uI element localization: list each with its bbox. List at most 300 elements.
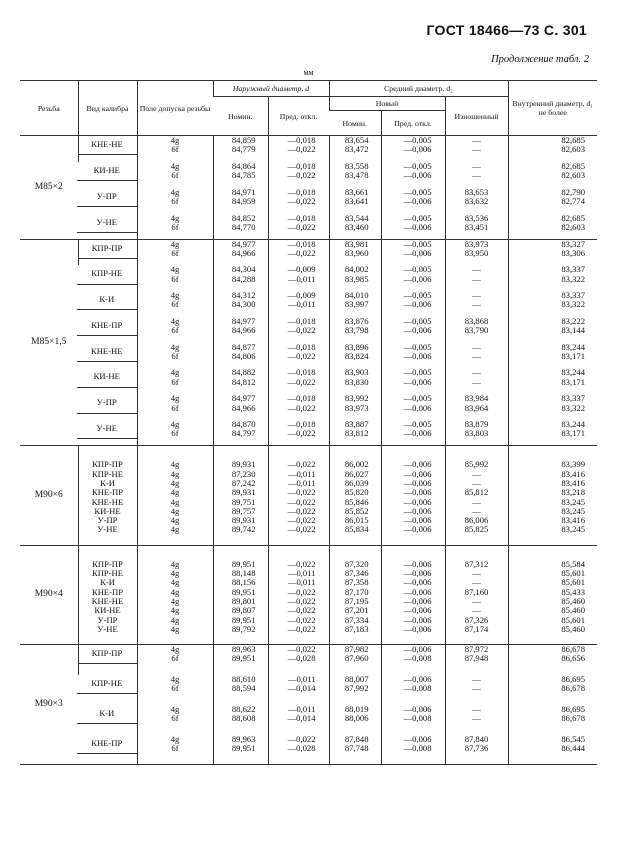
pitch-deviation-value: —0,005 (403, 186, 432, 197)
gauge-type-label: У-НЕ (77, 214, 137, 233)
inner-diameter-value: 82,603 (561, 169, 586, 180)
pitch-diameter-value-cell (329, 394, 381, 420)
gauge-type-cell (78, 240, 137, 266)
pitch-deviation-value: —0,005 (403, 290, 432, 301)
outer-diameter-value: 89,963 (231, 733, 256, 744)
pitch-deviation-value-cell (381, 265, 445, 291)
inner-diameter-value: 86,695 (561, 673, 586, 684)
outer-diameter-value: 84,779 (231, 144, 256, 155)
pitch-diameter-value: 83,896 (344, 341, 369, 352)
inner-diameter-value: 83,327 (561, 239, 586, 249)
outer-deviation-value: —0,018 (287, 393, 316, 404)
worn-diameter-value: 85,992 (464, 459, 489, 470)
outer-diameter-value: 84,966 (231, 248, 256, 259)
tolerance-grade-cell (137, 291, 213, 317)
worn-diameter-value: — (472, 682, 481, 693)
thread-size: М90×3 (20, 645, 78, 765)
tolerance-grade: 4g (170, 496, 180, 507)
outer-diameter-value: 84,806 (231, 350, 256, 361)
unit-label: мм (303, 68, 314, 77)
table-row (20, 420, 597, 446)
pitch-deviation-value: —0,006 (403, 248, 432, 259)
pitch-deviation-value: —0,005 (403, 135, 432, 145)
pitch-deviation-value: —0,006 (403, 558, 432, 569)
outer-deviation-value: —0,011 (287, 273, 316, 284)
inner-diameter-value: 83,322 (561, 402, 586, 413)
pitch-diameter-value-cell (329, 545, 381, 644)
inner-diameter-value: 83,245 (561, 524, 586, 535)
outer-diameter-value: 84,797 (231, 428, 256, 439)
outer-diameter-value-cell (213, 240, 268, 266)
gauge-type-label: КПР-НЕ (77, 675, 137, 694)
outer-diameter-value: 89,807 (231, 605, 256, 616)
outer-diameter-value-cell (213, 446, 268, 545)
outer-deviation-value: —0,018 (287, 212, 316, 223)
inner-diameter-value-cell (508, 214, 597, 240)
pitch-deviation-value: —0,006 (403, 169, 432, 180)
gauge-type-cell (78, 291, 137, 317)
outer-deviation-value: —0,022 (287, 623, 316, 634)
pitch-deviation-value: —0,005 (403, 315, 432, 326)
tolerance-grade: 6f (171, 325, 179, 336)
outer-diameter-value: 84,977 (231, 315, 256, 326)
gauge-type-cell (78, 162, 137, 188)
outer-deviation-value-cell (268, 545, 329, 644)
gauge-type-label-cell (78, 446, 137, 545)
pitch-deviation-value: —0,006 (403, 605, 432, 616)
worn-diameter-value: — (472, 144, 481, 155)
outer-deviation-value: —0,022 (287, 169, 316, 180)
worn-diameter-value: 83,964 (464, 402, 489, 413)
pitch-diameter-value: 83,558 (344, 160, 369, 171)
tolerance-grade: 4g (170, 212, 180, 223)
tolerance-grade: 4g (170, 186, 180, 197)
pitch-deviation-value: —0,006 (403, 459, 432, 470)
pitch-deviation-value: —0,006 (403, 402, 432, 413)
inner-diameter-value: 83,416 (561, 468, 586, 479)
gauge-type-label: КПР-ПР (78, 645, 137, 664)
pitch-deviation-value: —0,006 (403, 299, 432, 310)
worn-diameter-value: 85,812 (464, 487, 489, 498)
tolerance-grade-cell (137, 420, 213, 446)
worn-diameter-value: 83,984 (464, 393, 489, 404)
tolerance-grade: 4g (170, 468, 180, 479)
worn-diameter-value: 83,790 (464, 325, 489, 336)
outer-deviation-value: —0,018 (287, 419, 316, 430)
header-worn: Изношенный (445, 97, 508, 136)
worn-diameter-value: 87,972 (464, 644, 489, 655)
outer-diameter-value-cell (213, 545, 268, 644)
thread-size: М90×6 (20, 446, 78, 545)
gauge-type-cell (78, 645, 137, 675)
table-row (20, 446, 597, 545)
outer-diameter-value: 84,304 (231, 264, 256, 275)
inner-diameter-value: 83,222 (561, 315, 586, 326)
outer-deviation-value: —0,028 (287, 653, 316, 664)
tolerance-grade: 4g (170, 614, 180, 625)
outer-deviation-value: —0,022 (287, 558, 316, 569)
outer-diameter-value: 88,148 (231, 568, 256, 579)
pitch-deviation-value-cell (381, 162, 445, 188)
inner-diameter-value-cell (508, 446, 597, 545)
inner-diameter-value: 83,399 (561, 459, 586, 470)
pitch-deviation-value-cell (381, 368, 445, 394)
pitch-deviation-value: —0,006 (403, 614, 432, 625)
outer-deviation-value: —0,022 (287, 605, 316, 616)
pitch-diameter-value: 85,834 (344, 524, 369, 535)
pitch-deviation-value: —0,006 (403, 195, 432, 206)
pitch-diameter-value-cell (329, 343, 381, 369)
inner-diameter-value: 83,244 (561, 341, 586, 352)
tolerance-grade-cell (137, 136, 213, 162)
pitch-diameter-value-cell (329, 645, 381, 675)
outer-deviation-value: —0,011 (287, 468, 316, 479)
tolerance-grade: 4g (170, 586, 180, 597)
worn-diameter-value-cell (445, 735, 508, 765)
tolerance-grade-cell (137, 188, 213, 214)
outer-deviation-value: —0,022 (287, 350, 316, 361)
outer-deviation-value: —0,009 (287, 264, 316, 275)
pitch-diameter-value: 83,812 (344, 428, 369, 439)
outer-deviation-value-cell (268, 343, 329, 369)
tolerance-grade: 6f (171, 742, 179, 753)
tolerance-grade: 4g (170, 135, 180, 145)
tolerance-grade-cell (137, 317, 213, 343)
outer-diameter-value-cell (213, 214, 268, 240)
worn-diameter-value-cell (445, 240, 508, 266)
worn-diameter-value: 83,973 (464, 239, 489, 249)
pitch-deviation-value-cell (381, 240, 445, 266)
inner-diameter-value-cell (508, 265, 597, 291)
pitch-diameter-value: 83,544 (344, 212, 369, 223)
pitch-deviation-value: —0,005 (403, 393, 432, 404)
outer-diameter-value: 88,610 (231, 673, 256, 684)
outer-deviation-value-cell (268, 188, 329, 214)
worn-diameter-value: — (472, 160, 481, 171)
gauge-type-label: КПР-ПР (92, 558, 123, 569)
inner-diameter-value: 85,601 (561, 577, 586, 588)
gauge-type-cell (78, 705, 137, 735)
worn-diameter-value: — (472, 595, 481, 606)
pitch-deviation-value-cell (381, 188, 445, 214)
inner-diameter-value: 86,545 (561, 733, 586, 744)
gauge-type-label: КПР-НЕ (91, 468, 124, 479)
outer-diameter-value: 84,966 (231, 402, 256, 413)
gauge-type-cell (78, 188, 137, 214)
tolerance-grade: 4g (170, 524, 180, 535)
pitch-diameter-value-cell (329, 735, 381, 765)
outer-deviation-value: —0,014 (287, 712, 316, 723)
worn-diameter-value-cell (445, 545, 508, 644)
tolerance-grade: 4g (170, 239, 180, 249)
pitch-diameter-value: 85,820 (344, 487, 369, 498)
header-nominal-2: Номин. (329, 111, 381, 136)
tolerance-grade-cell (137, 240, 213, 266)
tolerance-grade: 4g (170, 733, 180, 744)
gauge-type-label: КПР-ПР (78, 240, 137, 259)
inner-diameter-value: 83,144 (561, 325, 586, 336)
inner-diameter-value-cell (508, 317, 597, 343)
tolerance-grade-cell (137, 735, 213, 765)
worn-diameter-value: — (472, 299, 481, 310)
pitch-deviation-value: —0,006 (403, 496, 432, 507)
outer-deviation-value: —0,022 (287, 595, 316, 606)
tolerance-grade: 4g (170, 477, 180, 488)
header-limit-dev-2: Пред. откл. (381, 111, 445, 136)
outer-diameter-value: 89,742 (231, 524, 256, 535)
tolerance-grade-cell (137, 265, 213, 291)
pitch-diameter-value-cell (329, 675, 381, 705)
worn-diameter-value: 83,632 (464, 195, 489, 206)
pitch-diameter-value: 83,798 (344, 325, 369, 336)
outer-diameter-value-cell (213, 420, 268, 446)
pitch-diameter-value: 83,472 (344, 144, 369, 155)
outer-deviation-value: —0,011 (287, 703, 316, 714)
tolerance-grade: 6f (171, 221, 179, 232)
outer-deviation-value-cell (268, 675, 329, 705)
outer-deviation-value: —0,014 (287, 682, 316, 693)
gauge-type-label: У-ПР (77, 394, 137, 413)
pitch-diameter-value: 86,027 (344, 468, 369, 479)
outer-deviation-value: —0,022 (287, 496, 316, 507)
pitch-deviation-value-cell (381, 394, 445, 420)
pitch-deviation-value: —0,006 (403, 524, 432, 535)
tolerance-grade: 4g (170, 264, 180, 275)
worn-diameter-value: 83,868 (464, 315, 489, 326)
worn-diameter-value-cell (445, 705, 508, 735)
outer-deviation-value-cell (268, 394, 329, 420)
pitch-deviation-value: —0,005 (403, 160, 432, 171)
pitch-diameter-value: 87,320 (344, 558, 369, 569)
tolerance-grade-cell (137, 675, 213, 705)
pitch-deviation-value-cell (381, 343, 445, 369)
tolerance-grade-cell (137, 545, 213, 644)
outer-deviation-value-cell (268, 214, 329, 240)
inner-diameter-value: 83,322 (561, 273, 586, 284)
inner-diameter-value: 83,244 (561, 367, 586, 378)
pitch-diameter-value: 84,010 (344, 290, 369, 301)
pitch-diameter-value: 84,002 (344, 264, 369, 275)
gauge-type-label: КИ-НЕ (77, 162, 137, 181)
outer-diameter-value: 84,977 (231, 393, 256, 404)
tolerance-grade: 4g (170, 505, 180, 516)
pitch-diameter-value: 83,981 (344, 239, 369, 249)
tolerance-grade: 4g (170, 673, 180, 684)
pitch-diameter-value: 85,846 (344, 496, 369, 507)
table-row (20, 136, 597, 162)
header-outer-diameter: Наружный диаметр, d (213, 81, 329, 97)
worn-diameter-value: 83,879 (464, 419, 489, 430)
inner-diameter-value-cell (508, 188, 597, 214)
pitch-diameter-value-cell (329, 705, 381, 735)
worn-diameter-value: — (472, 712, 481, 723)
outer-deviation-value: —0,022 (287, 487, 316, 498)
inner-diameter-value: 82,685 (561, 212, 586, 223)
pitch-deviation-value: —0,006 (403, 568, 432, 579)
outer-diameter-value: 89,931 (231, 459, 256, 470)
worn-diameter-value: 87,736 (464, 742, 489, 753)
pitch-diameter-value: 85,852 (344, 505, 369, 516)
tolerance-grade: 6f (171, 350, 179, 361)
gauge-type-label: КНЕ-НЕ (78, 136, 137, 155)
tolerance-grade: 6f (171, 376, 179, 387)
pitch-diameter-value: 83,478 (344, 169, 369, 180)
pitch-deviation-value: —0,006 (403, 221, 432, 232)
outer-diameter-value: 84,288 (231, 273, 256, 284)
pitch-deviation-value: —0,006 (403, 428, 432, 439)
pitch-deviation-value: —0,006 (403, 673, 432, 684)
inner-diameter-value-cell (508, 545, 597, 644)
outer-deviation-value-cell (268, 265, 329, 291)
outer-diameter-value: 84,864 (231, 160, 256, 171)
tolerance-grade-cell (137, 705, 213, 735)
table-row (20, 394, 597, 420)
outer-deviation-value: —0,018 (287, 315, 316, 326)
pitch-diameter-value: 83,997 (344, 299, 369, 310)
worn-diameter-value: — (472, 505, 481, 516)
inner-diameter-value: 83,322 (561, 299, 586, 310)
inner-diameter-value: 85,433 (561, 586, 586, 597)
pitch-deviation-value: —0,006 (403, 477, 432, 488)
outer-deviation-value: —0,022 (287, 614, 316, 625)
outer-deviation-value: —0,018 (287, 160, 316, 171)
inner-diameter-value: 83,245 (561, 496, 586, 507)
pitch-diameter-value-cell (329, 136, 381, 162)
inner-diameter-value: 82,603 (561, 221, 586, 232)
pitch-diameter-value-cell (329, 162, 381, 188)
gauge-type-cell (78, 343, 137, 369)
outer-deviation-value: —0,022 (287, 733, 316, 744)
outer-diameter-value: 84,959 (231, 195, 256, 206)
outer-diameter-value: 84,877 (231, 341, 256, 352)
worn-diameter-value: 87,160 (464, 586, 489, 597)
tolerance-grade-cell (137, 214, 213, 240)
gauge-type-label: У-НЕ (97, 623, 118, 634)
pitch-deviation-value: —0,006 (403, 595, 432, 606)
outer-diameter-value: 87,242 (231, 477, 256, 488)
inner-diameter-value: 82,774 (561, 195, 586, 206)
outer-deviation-value: —0,022 (287, 402, 316, 413)
gauge-type-label: У-ПР (97, 515, 118, 526)
gauge-type-label: КНЕ-ПР (77, 735, 137, 754)
gauge-type-label: КПР-ПР (92, 459, 123, 470)
outer-diameter-value: 89,951 (231, 653, 256, 664)
gauge-type-cell (78, 735, 137, 765)
tolerance-grade-cell (137, 645, 213, 675)
pitch-diameter-value: 87,195 (344, 595, 369, 606)
table-row (20, 162, 597, 188)
inner-diameter-value: 83,337 (561, 393, 586, 404)
outer-deviation-value: —0,022 (287, 505, 316, 516)
tolerance-grade: 4g (170, 367, 180, 378)
pitch-deviation-value: —0,006 (403, 144, 432, 155)
worn-diameter-value-cell (445, 645, 508, 675)
gauge-type-label: КНЕ-НЕ (77, 343, 137, 362)
tolerance-grade: 4g (170, 290, 180, 301)
inner-diameter-value-cell (508, 162, 597, 188)
outer-diameter-value-cell (213, 291, 268, 317)
outer-deviation-value: —0,022 (287, 515, 316, 526)
pitch-diameter-value: 87,992 (344, 682, 369, 693)
pitch-diameter-value-cell (329, 240, 381, 266)
outer-deviation-value: —0,011 (287, 568, 316, 579)
outer-diameter-value: 88,608 (231, 712, 256, 723)
tolerance-grade: 4g (170, 393, 180, 404)
pitch-deviation-value-cell (381, 675, 445, 705)
pitch-diameter-value: 87,201 (344, 605, 369, 616)
inner-diameter-value-cell (508, 368, 597, 394)
inner-diameter-value: 82,685 (561, 135, 586, 145)
inner-diameter-value: 85,460 (561, 623, 586, 634)
outer-deviation-value: —0,011 (287, 577, 316, 588)
pitch-deviation-value-cell (381, 420, 445, 446)
tolerance-grade: 6f (171, 402, 179, 413)
outer-deviation-value-cell (268, 291, 329, 317)
outer-diameter-value-cell (213, 188, 268, 214)
inner-diameter-value: 85,584 (561, 558, 586, 569)
gauge-type-label: КПР-НЕ (91, 568, 124, 579)
header-tolerance: Поле допуска резьбы (137, 81, 213, 136)
inner-diameter-value: 83,171 (561, 428, 586, 439)
worn-diameter-value-cell (445, 162, 508, 188)
inner-diameter-value: 86,678 (561, 712, 586, 723)
tolerance-grade: 6f (171, 273, 179, 284)
pitch-deviation-value: —0,005 (403, 264, 432, 275)
outer-deviation-value: —0,022 (287, 524, 316, 535)
outer-diameter-value: 89,951 (231, 586, 256, 597)
page-header (0, 22, 617, 82)
worn-diameter-value: — (472, 577, 481, 588)
gauge-type-label: КИ-НЕ (77, 368, 137, 387)
outer-diameter-value: 89,751 (231, 496, 256, 507)
worn-diameter-value-cell (445, 188, 508, 214)
outer-diameter-value-cell (213, 136, 268, 162)
inner-diameter-value-cell (508, 645, 597, 675)
worn-diameter-value: — (472, 376, 481, 387)
inner-diameter-value: 83,171 (561, 350, 586, 361)
pitch-deviation-value-cell (381, 735, 445, 765)
pitch-diameter-value-cell (329, 214, 381, 240)
outer-deviation-value: —0,011 (287, 673, 316, 684)
thread-size: М90×4 (20, 545, 78, 644)
tolerance-grade: 6f (171, 712, 179, 723)
gauge-type-label: КНЕ-НЕ (91, 496, 124, 507)
pitch-deviation-value-cell (381, 645, 445, 675)
worn-diameter-value: 85,825 (464, 524, 489, 535)
pitch-diameter-value: 87,334 (344, 614, 369, 625)
outer-deviation-value: —0,022 (287, 144, 316, 155)
worn-diameter-value-cell (445, 214, 508, 240)
pitch-deviation-value-cell (381, 214, 445, 240)
header-pitch-diameter: Средний диаметр, d₂ (329, 81, 508, 97)
gauge-type-label: У-ПР (77, 188, 137, 207)
pitch-deviation-value-cell (381, 317, 445, 343)
outer-diameter-value-cell (213, 343, 268, 369)
pitch-deviation-value: —0,006 (403, 733, 432, 744)
gauge-type-cell (78, 317, 137, 343)
gauge-type-cell (78, 136, 137, 162)
gauge-type-cell (78, 368, 137, 394)
outer-diameter-value: 84,971 (231, 186, 256, 197)
tolerance-grade: 4g (170, 160, 180, 171)
table-row (20, 265, 597, 291)
outer-deviation-value: —0,022 (287, 221, 316, 232)
worn-diameter-value: — (472, 350, 481, 361)
gauge-type-label: К-И (77, 705, 137, 724)
pitch-diameter-value-cell (329, 368, 381, 394)
worn-diameter-value: 83,451 (464, 221, 489, 232)
pitch-diameter-value: 86,002 (344, 459, 369, 470)
